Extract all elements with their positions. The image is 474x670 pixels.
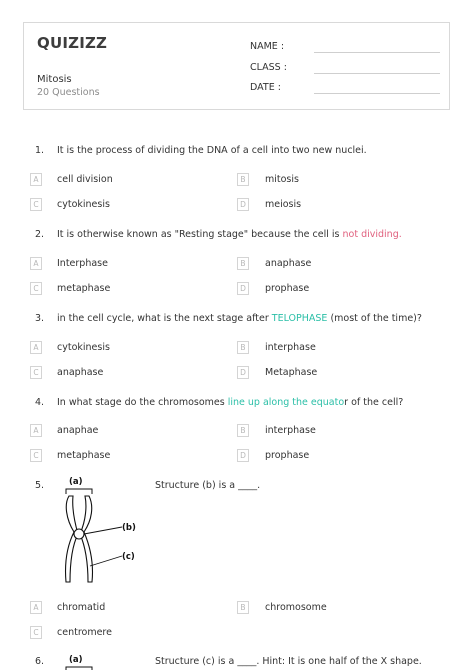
option-letter: C <box>30 626 42 639</box>
question-text-part: r of the cell? <box>344 397 404 408</box>
option-text[interactable]: anaphae <box>57 425 99 436</box>
question-text-part: In what stage do the chromosomes <box>57 397 228 408</box>
option-letter: D <box>237 198 249 211</box>
option-text[interactable]: anaphase <box>57 367 104 378</box>
pointer-c <box>90 556 122 566</box>
option-text[interactable]: chromatid <box>57 602 106 613</box>
class-field[interactable] <box>314 73 440 74</box>
date-field[interactable] <box>314 93 440 94</box>
option-letter: B <box>237 424 249 437</box>
question-text <box>57 229 402 240</box>
question-text <box>57 313 422 324</box>
question-highlight: line up along the equato <box>227 397 345 408</box>
option-letter: D <box>237 449 249 462</box>
option-text[interactable]: prophase <box>265 283 310 294</box>
question-text-part: Structure (c) is a ____. Hint: It is one half of the X shape. <box>155 656 422 667</box>
question-text <box>155 656 422 667</box>
option-letter: A <box>30 173 42 186</box>
option-text[interactable]: meiosis <box>265 199 302 210</box>
label-a: (a) <box>69 655 83 665</box>
option-text[interactable]: centromere <box>57 627 112 638</box>
label-a: (a) <box>69 477 83 487</box>
option-letter: B <box>237 601 249 614</box>
name-field[interactable] <box>314 52 440 53</box>
option-text[interactable]: Metaphase <box>265 367 318 378</box>
option-letter: D <box>237 366 249 379</box>
option-text[interactable]: cytokinesis <box>57 199 110 210</box>
quizizz-logo: QUIZIZZ <box>37 34 108 52</box>
date-label: DATE : <box>250 82 281 93</box>
pointer-b <box>84 527 122 534</box>
option-text[interactable]: Interphase <box>57 258 108 269</box>
option-text[interactable]: prophase <box>265 450 310 461</box>
option-text[interactable]: cell division <box>57 174 113 185</box>
class-label: CLASS : <box>250 62 287 73</box>
question-number: 1. <box>35 145 45 156</box>
label-b: (b) <box>122 523 136 533</box>
option-letter: D <box>237 282 249 295</box>
question-text <box>57 397 403 408</box>
option-letter: B <box>237 173 249 186</box>
option-letter: A <box>30 601 42 614</box>
option-letter: B <box>237 257 249 270</box>
question-text-part: (most of the time)? <box>327 313 422 324</box>
question-number: 3. <box>35 313 45 324</box>
chromatid-left <box>65 496 78 582</box>
chromosome-diagram-2 <box>52 652 112 670</box>
option-text[interactable]: interphase <box>265 425 316 436</box>
option-letter: C <box>30 282 42 295</box>
option-text[interactable]: cytokinesis <box>57 342 110 353</box>
option-letter: A <box>30 341 42 354</box>
option-letter: A <box>30 424 42 437</box>
centromere-dot <box>74 529 84 539</box>
worksheet-header <box>23 22 450 110</box>
option-text[interactable]: anaphase <box>265 258 312 269</box>
option-text[interactable]: interphase <box>265 342 316 353</box>
option-text[interactable]: mitosis <box>265 174 299 185</box>
label-c: (c) <box>122 552 135 562</box>
question-highlight: not dividing. <box>342 229 402 240</box>
option-letter: A <box>30 257 42 270</box>
option-text[interactable]: metaphase <box>57 450 111 461</box>
question-number: 4. <box>35 397 45 408</box>
chromosome-diagram <box>52 474 142 590</box>
question-number: 2. <box>35 229 45 240</box>
option-letter: C <box>30 366 42 379</box>
chromatid-right <box>80 496 93 582</box>
option-letter: B <box>237 341 249 354</box>
question-count: 20 Questions <box>37 87 100 98</box>
worksheet-title: Mitosis <box>37 74 72 85</box>
option-text[interactable]: chromosome <box>265 602 327 613</box>
question-highlight: TELOPHASE <box>271 313 328 324</box>
question-number: 6. <box>35 656 45 667</box>
question-text-part: Structure (b) is a ____. <box>155 480 261 491</box>
bracket-line <box>66 489 92 494</box>
question-text <box>155 480 260 491</box>
option-letter: C <box>30 449 42 462</box>
question-text-part: It is otherwise known as "Resting stage" because the cell is <box>57 229 343 240</box>
name-label: NAME : <box>250 41 285 52</box>
question-text <box>57 145 367 156</box>
question-text-part: It is the process of dividing the DNA of a cell into two new nuclei. <box>57 145 367 156</box>
option-text[interactable]: metaphase <box>57 283 111 294</box>
question-text-part: in the cell cycle, what is the next stage after <box>57 313 272 324</box>
question-number: 5. <box>35 480 45 491</box>
option-letter: C <box>30 198 42 211</box>
